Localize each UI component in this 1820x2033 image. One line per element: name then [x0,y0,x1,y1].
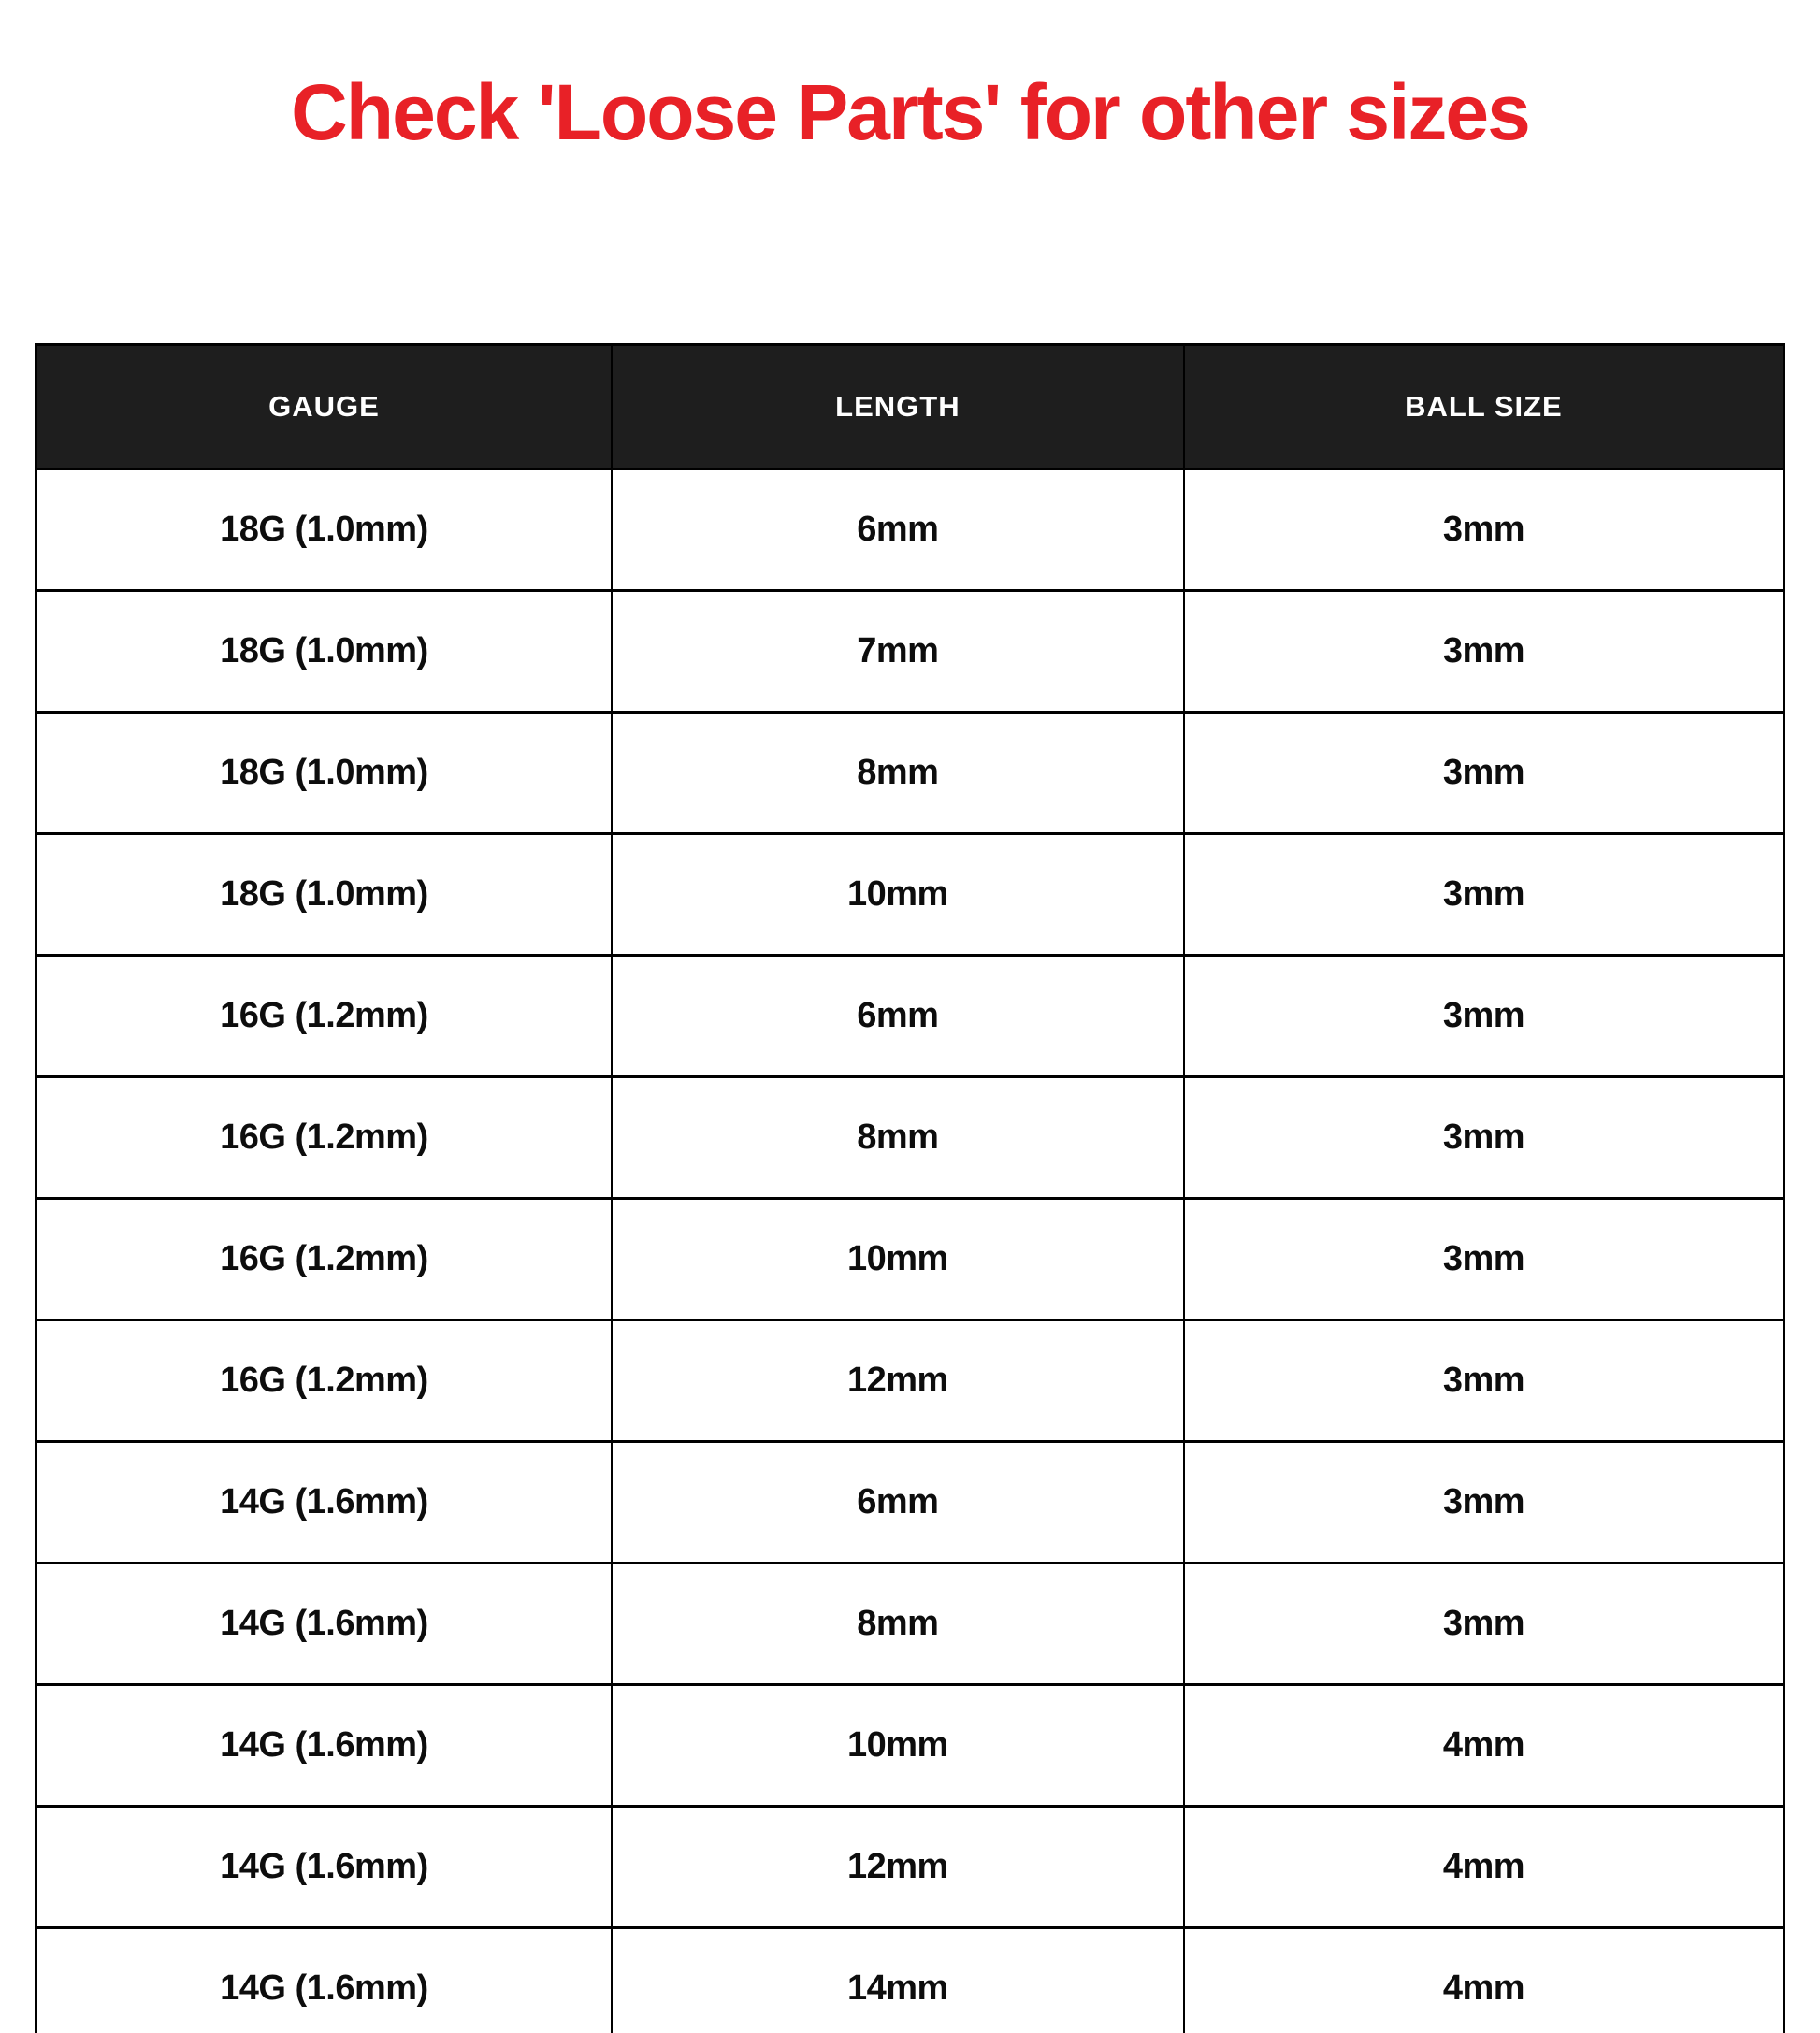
table-row [37,1683,1783,1805]
table-row [37,1440,1783,1562]
cell-gauge: 14G (1.6mm) [37,1443,613,1562]
cell-ball-size: 3mm [1442,1482,1525,1521]
cell-ball-size: 3mm [1442,1604,1525,1643]
cell-ball-size: 3mm [1442,996,1525,1035]
table-row [37,711,1783,832]
table-row [37,468,1783,589]
column-header-gauge: GAUGE [37,346,613,468]
cell-gauge: 16G (1.2mm) [37,1321,613,1440]
cell-gauge: 18G (1.0mm) [37,835,613,954]
table-header-row [37,346,1783,468]
page [0,68,1820,2033]
cell-ball-size: 3mm [1442,631,1525,670]
cell-ball-size: 4mm [1442,1847,1525,1886]
table-row [37,1319,1783,1440]
column-header-length: LENGTH [613,346,1185,468]
cell-ball-size: 3mm [1442,1239,1525,1278]
cell-ball-size: 3mm [1442,510,1525,549]
cell-ball-size: 4mm [1442,1968,1525,2008]
cell-length: 8mm [613,1564,1185,1683]
cell-length: 6mm [613,1443,1185,1562]
size-chart-table [35,343,1785,2033]
cell-length: 12mm [613,1321,1185,1440]
table-row [37,589,1783,711]
cell-gauge: 16G (1.2mm) [37,1200,613,1319]
cell-gauge: 18G (1.0mm) [37,592,613,711]
cell-length: 7mm [613,592,1185,711]
cell-ball-size: 3mm [1442,874,1525,914]
cell-length: 8mm [613,714,1185,832]
cell-ball-size: 3mm [1442,1361,1525,1400]
cell-length: 10mm [613,1686,1185,1805]
cell-gauge: 14G (1.6mm) [37,1808,613,1926]
cell-length: 6mm [613,470,1185,589]
cell-gauge: 14G (1.6mm) [37,1564,613,1683]
table-row [37,1805,1783,1926]
cell-gauge: 18G (1.0mm) [37,470,613,589]
table-row [37,1197,1783,1319]
cell-length: 14mm [613,1929,1185,2033]
column-header-ball-size: BALL SIZE [1405,390,1563,423]
table-row [37,1926,1783,2033]
table-row [37,954,1783,1075]
cell-ball-size: 3mm [1442,753,1525,792]
table-row [37,1562,1783,1683]
cell-gauge: 18G (1.0mm) [37,714,613,832]
cell-gauge: 14G (1.6mm) [37,1929,613,2033]
cell-gauge: 14G (1.6mm) [37,1686,613,1805]
cell-ball-size: 3mm [1442,1117,1525,1157]
cell-gauge: 16G (1.2mm) [37,957,613,1075]
cell-length: 12mm [613,1808,1185,1926]
cell-gauge: 16G (1.2mm) [37,1078,613,1197]
cell-ball-size: 4mm [1442,1725,1525,1765]
cell-length: 10mm [613,1200,1185,1319]
cell-length: 10mm [613,835,1185,954]
cell-length: 8mm [613,1078,1185,1197]
page-title: Check 'Loose Parts' for other sizes [291,68,1529,156]
table-row [37,1075,1783,1197]
table-row [37,832,1783,954]
cell-length: 6mm [613,957,1185,1075]
